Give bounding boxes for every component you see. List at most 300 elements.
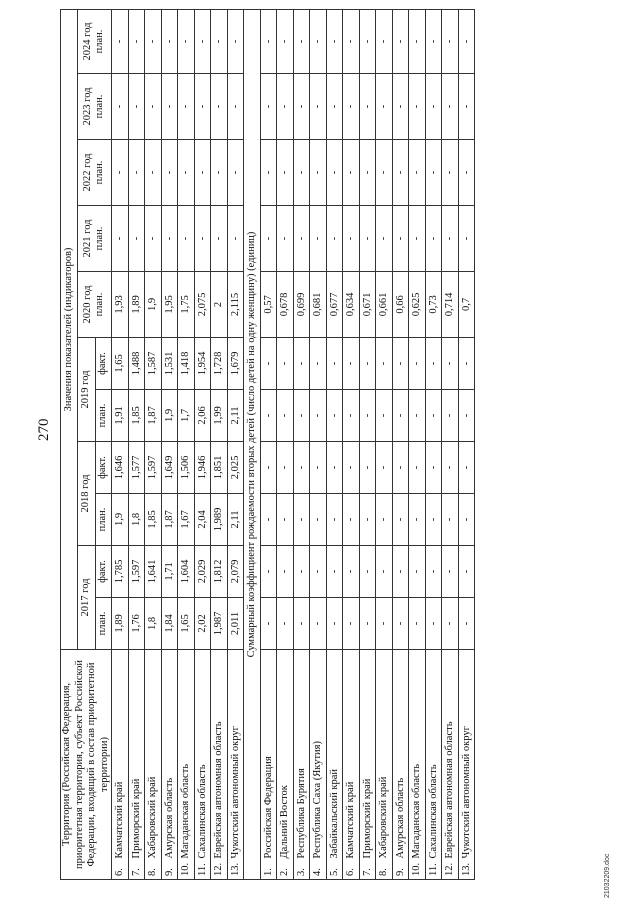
plan-2019-header: план.: [95, 389, 112, 441]
value-cell: -: [178, 205, 195, 271]
value-cell: -: [458, 337, 475, 389]
territory-name: Забайкальский край: [326, 649, 343, 861]
value-cell: -: [376, 389, 393, 441]
value-cell: 1,488: [128, 337, 145, 389]
value-cell: -: [211, 139, 228, 205]
value-cell: -: [277, 493, 294, 545]
page-number: 270: [36, 418, 52, 441]
value-cell: -: [211, 73, 228, 139]
value-cell: 1,9: [161, 389, 178, 441]
value-cell: -: [128, 139, 145, 205]
value-cell: -: [161, 9, 178, 73]
fact-2019-header: факт.: [95, 337, 112, 389]
value-cell: -: [178, 9, 195, 73]
row-index: 12.: [211, 862, 228, 880]
value-cell: 1,87: [145, 389, 162, 441]
table-row: [376, 9, 393, 879]
value-cell: 1,587: [145, 337, 162, 389]
value-cell: -: [458, 597, 475, 649]
territory-name: Хабаровский край: [145, 649, 162, 861]
fact-2018-header: факт.: [95, 441, 112, 493]
indicators-table: [60, 9, 475, 880]
territory-name: Амурская область: [161, 649, 178, 861]
value-cell: 1,95: [161, 271, 178, 337]
territory-name: Сахалинская область: [425, 649, 442, 861]
value-cell: 1,531: [161, 337, 178, 389]
value-cell: -: [409, 441, 426, 493]
territory-name: Дальний Восток: [277, 649, 294, 861]
value-cell: 1,67: [178, 493, 195, 545]
value-cell: -: [409, 545, 426, 597]
value-cell: 1,812: [211, 545, 228, 597]
value-cell: -: [425, 337, 442, 389]
value-cell: 1,604: [178, 545, 195, 597]
value-cell: -: [442, 139, 459, 205]
row-index: 5.: [326, 862, 343, 880]
value-cell: 2,075: [194, 271, 211, 337]
territory-name: Магаданская область: [409, 649, 426, 861]
year-2017-header: 2017 год: [77, 545, 95, 649]
table-row: [326, 9, 343, 879]
value-cell: -: [392, 139, 409, 205]
row-index: 6.: [343, 862, 360, 880]
value-cell: 1,646: [112, 441, 129, 493]
value-cell: -: [458, 205, 475, 271]
value-cell: -: [161, 73, 178, 139]
value-cell: -: [310, 337, 327, 389]
value-cell: -: [442, 9, 459, 73]
value-cell: -: [425, 205, 442, 271]
value-cell: -: [392, 73, 409, 139]
value-cell: 1,728: [211, 337, 228, 389]
row-index: 1.: [260, 862, 277, 880]
value-cell: 1,577: [128, 441, 145, 493]
territory-name: Республика Саха (Якутия): [310, 649, 327, 861]
territory-name: Сахалинская область: [194, 649, 211, 861]
value-cell: -: [326, 493, 343, 545]
value-cell: 1,65: [178, 597, 195, 649]
table-body-bottom: [260, 9, 475, 879]
value-cell: -: [425, 9, 442, 73]
territory-name: Еврейская автономная область: [442, 649, 459, 861]
row-index: 13.: [458, 862, 475, 880]
value-cell: 2,079: [227, 545, 244, 597]
table-row: [161, 9, 178, 879]
value-cell: -: [260, 545, 277, 597]
value-cell: 1,9: [112, 493, 129, 545]
value-cell: -: [343, 545, 360, 597]
value-cell: -: [359, 389, 376, 441]
value-cell: -: [392, 389, 409, 441]
value-cell: 1,99: [211, 389, 228, 441]
table-row: [392, 9, 409, 879]
year-2020-header: 2020 год план.: [77, 271, 112, 337]
value-cell: 1,597: [128, 545, 145, 597]
value-cell: -: [326, 205, 343, 271]
value-cell: -: [227, 205, 244, 271]
territory-name: Приморский край: [128, 649, 145, 861]
value-cell: 1,954: [194, 337, 211, 389]
territory-name: Чукотский автономный округ: [458, 649, 475, 861]
value-cell: -: [458, 139, 475, 205]
value-cell: 0,671: [359, 271, 376, 337]
value-cell: 2,115: [227, 271, 244, 337]
value-cell: -: [458, 545, 475, 597]
table-row: [178, 9, 195, 879]
value-cell: -: [359, 493, 376, 545]
value-cell: 0,681: [310, 271, 327, 337]
value-cell: -: [145, 139, 162, 205]
value-cell: 0,7: [458, 271, 475, 337]
value-cell: 1,87: [161, 493, 178, 545]
value-cell: -: [376, 545, 393, 597]
value-cell: -: [392, 205, 409, 271]
value-cell: -: [145, 205, 162, 271]
value-cell: -: [409, 9, 426, 73]
value-cell: -: [310, 389, 327, 441]
value-cell: -: [260, 73, 277, 139]
territory-name: Российская Федерация: [260, 649, 277, 861]
row-index: 3.: [293, 862, 310, 880]
value-cell: -: [343, 441, 360, 493]
value-cell: -: [178, 73, 195, 139]
value-cell: -: [293, 545, 310, 597]
plan-2018-header: план.: [95, 493, 112, 545]
value-cell: 2,04: [194, 493, 211, 545]
value-cell: 1,85: [128, 389, 145, 441]
year-2023-header: 2023 год план.: [77, 73, 112, 139]
value-cell: -: [392, 597, 409, 649]
row-index: 11.: [425, 862, 442, 880]
row-index: 4.: [310, 862, 327, 880]
value-cell: -: [409, 493, 426, 545]
table-row: [458, 9, 475, 879]
value-cell: -: [194, 73, 211, 139]
value-cell: -: [376, 139, 393, 205]
value-cell: -: [260, 337, 277, 389]
value-cell: -: [293, 441, 310, 493]
value-cell: -: [343, 597, 360, 649]
value-cell: -: [442, 389, 459, 441]
value-cell: -: [458, 9, 475, 73]
value-cell: 1,987: [211, 597, 228, 649]
value-cell: 2,11: [227, 389, 244, 441]
value-cell: -: [376, 205, 393, 271]
value-cell: -: [409, 139, 426, 205]
value-cell: -: [310, 205, 327, 271]
value-cell: -: [194, 9, 211, 73]
year-2018-header: 2018 год: [77, 441, 95, 545]
value-cell: -: [392, 337, 409, 389]
value-cell: 2,025: [227, 441, 244, 493]
value-cell: -: [260, 389, 277, 441]
value-cell: -: [293, 205, 310, 271]
value-cell: -: [260, 441, 277, 493]
value-cell: -: [425, 493, 442, 545]
table-body-top: [112, 9, 244, 879]
row-index: 10.: [409, 862, 426, 880]
value-cell: 1,679: [227, 337, 244, 389]
value-cell: 1,9: [145, 271, 162, 337]
value-cell: -: [227, 9, 244, 73]
value-cell: -: [277, 441, 294, 493]
table-row: [310, 9, 327, 879]
value-cell: -: [293, 337, 310, 389]
value-cell: -: [277, 205, 294, 271]
value-cell: 2: [211, 271, 228, 337]
value-cell: -: [277, 9, 294, 73]
value-cell: -: [458, 73, 475, 139]
value-cell: -: [376, 337, 393, 389]
value-cell: -: [293, 597, 310, 649]
row-index: 2.: [277, 862, 294, 880]
section-title: Суммарный коэффициент рождаемости вторых детей (число детей на одну женщину) (единиц): [244, 9, 261, 879]
row-index: 13.: [227, 862, 244, 880]
value-cell: -: [425, 545, 442, 597]
value-cell: -: [343, 139, 360, 205]
value-cell: -: [442, 545, 459, 597]
territory-name: Магаданская область: [178, 649, 195, 861]
value-cell: 1,85: [145, 493, 162, 545]
value-cell: 0,57: [260, 271, 277, 337]
value-cell: 1,75: [178, 271, 195, 337]
value-cell: -: [425, 139, 442, 205]
value-cell: -: [326, 597, 343, 649]
value-cell: 1,65: [112, 337, 129, 389]
row-index: 11.: [194, 862, 211, 880]
value-cell: -: [359, 337, 376, 389]
table-row: [359, 9, 376, 879]
value-cell: -: [458, 493, 475, 545]
value-cell: -: [409, 389, 426, 441]
table-row: [211, 9, 228, 879]
value-cell: -: [326, 545, 343, 597]
territory-name: Приморский край: [359, 649, 376, 861]
table-row: [409, 9, 426, 879]
value-cell: -: [326, 337, 343, 389]
value-cell: -: [326, 139, 343, 205]
value-cell: -: [442, 493, 459, 545]
territory-name: Камчатский край: [112, 649, 129, 861]
value-cell: -: [310, 597, 327, 649]
row-index: 12.: [442, 862, 459, 880]
table-row: [128, 9, 145, 879]
value-cell: -: [194, 139, 211, 205]
territory-header: Территория (Российская Федерация, приоритетная территория, субъект Российской Федерации, входящий в состав приоритетной территории): [61, 649, 112, 879]
value-cell: -: [145, 9, 162, 73]
value-cell: -: [260, 205, 277, 271]
document-code: 21032209.doc: [604, 853, 611, 898]
value-cell: -: [277, 545, 294, 597]
value-cell: 1,641: [145, 545, 162, 597]
table-row: [277, 9, 294, 879]
table-row: [227, 9, 244, 879]
fact-2017-header: факт.: [95, 545, 112, 597]
value-cell: 1,418: [178, 337, 195, 389]
value-cell: -: [425, 441, 442, 493]
value-cell: -: [392, 493, 409, 545]
value-cell: -: [442, 597, 459, 649]
table-row: [260, 9, 277, 879]
value-cell: -: [458, 389, 475, 441]
value-cell: -: [112, 205, 129, 271]
value-cell: 2,011: [227, 597, 244, 649]
value-cell: 0,634: [343, 271, 360, 337]
value-cell: -: [458, 441, 475, 493]
year-2021-header: 2021 год план.: [77, 205, 112, 271]
row-index: 6.: [112, 862, 129, 880]
value-cell: -: [310, 493, 327, 545]
value-cell: 1,89: [128, 271, 145, 337]
value-cell: -: [310, 73, 327, 139]
value-cell: -: [277, 139, 294, 205]
value-cell: -: [128, 73, 145, 139]
rotated-table-container: [60, 10, 580, 880]
row-index: 10.: [178, 862, 195, 880]
value-cell: -: [260, 9, 277, 73]
value-cell: 1,989: [211, 493, 228, 545]
value-cell: -: [293, 73, 310, 139]
value-cell: -: [409, 73, 426, 139]
value-cell: -: [376, 73, 393, 139]
value-cell: -: [376, 9, 393, 73]
value-cell: 1,597: [145, 441, 162, 493]
value-cell: -: [442, 205, 459, 271]
value-cell: -: [392, 9, 409, 73]
row-index: 8.: [376, 862, 393, 880]
value-cell: -: [128, 205, 145, 271]
territory-name: Еврейская автономная область: [211, 649, 228, 861]
territory-name: Чукотский автономный округ: [227, 649, 244, 861]
value-cell: -: [343, 73, 360, 139]
row-index: 7.: [359, 862, 376, 880]
value-cell: -: [310, 9, 327, 73]
value-cell: -: [359, 9, 376, 73]
year-2022-header: 2022 год план.: [77, 139, 112, 205]
value-cell: -: [425, 389, 442, 441]
value-cell: -: [376, 597, 393, 649]
value-cell: -: [425, 73, 442, 139]
value-cell: -: [310, 441, 327, 493]
value-cell: 1,506: [178, 441, 195, 493]
value-cell: 1,8: [145, 597, 162, 649]
plan-2017-header: план.: [95, 597, 112, 649]
value-cell: -: [326, 73, 343, 139]
value-cell: -: [409, 205, 426, 271]
value-cell: 0,625: [409, 271, 426, 337]
value-cell: -: [112, 73, 129, 139]
territory-name: Хабаровский край: [376, 649, 393, 861]
value-cell: -: [425, 597, 442, 649]
value-cell: -: [293, 493, 310, 545]
value-cell: -: [359, 545, 376, 597]
value-cell: -: [310, 139, 327, 205]
section-divider: [244, 9, 261, 879]
value-cell: -: [227, 73, 244, 139]
table-row: [145, 9, 162, 879]
value-cell: 1,946: [194, 441, 211, 493]
value-cell: -: [409, 337, 426, 389]
value-cell: 1,91: [112, 389, 129, 441]
value-cell: -: [128, 9, 145, 73]
value-cell: -: [161, 139, 178, 205]
value-cell: -: [343, 337, 360, 389]
value-cell: -: [359, 73, 376, 139]
value-cell: 1,785: [112, 545, 129, 597]
value-cell: 1,7: [178, 389, 195, 441]
value-cell: -: [343, 389, 360, 441]
row-index: 7.: [128, 862, 145, 880]
value-cell: -: [227, 139, 244, 205]
value-cell: -: [145, 73, 162, 139]
value-cell: 2,06: [194, 389, 211, 441]
year-2019-header: 2019 год: [77, 337, 95, 441]
value-cell: -: [293, 389, 310, 441]
value-cell: 0,699: [293, 271, 310, 337]
value-cell: -: [376, 493, 393, 545]
value-cell: -: [293, 139, 310, 205]
year-2024-header: 2024 год план.: [77, 9, 112, 73]
value-cell: 0,714: [442, 271, 459, 337]
value-cell: 0,677: [326, 271, 343, 337]
value-cell: -: [277, 389, 294, 441]
value-cell: -: [293, 9, 310, 73]
value-cell: 0,73: [425, 271, 442, 337]
table-row: [293, 9, 310, 879]
value-cell: -: [161, 205, 178, 271]
row-index: 9.: [161, 862, 178, 880]
value-cell: -: [343, 493, 360, 545]
value-cell: 2,029: [194, 545, 211, 597]
value-cell: 1,8: [128, 493, 145, 545]
table-row: [425, 9, 442, 879]
territory-name: Республика Бурятия: [293, 649, 310, 861]
value-cell: -: [112, 9, 129, 73]
table-row: [112, 9, 129, 879]
value-cell: 1,71: [161, 545, 178, 597]
value-cell: 1,89: [112, 597, 129, 649]
value-cell: -: [260, 493, 277, 545]
value-cell: -: [310, 545, 327, 597]
values-header: Значения показателей (индикаторов): [61, 9, 78, 649]
territory-name: Камчатский край: [343, 649, 360, 861]
table-row: [343, 9, 360, 879]
value-cell: -: [326, 441, 343, 493]
value-cell: -: [359, 205, 376, 271]
value-cell: 1,851: [211, 441, 228, 493]
row-index: 9.: [392, 862, 409, 880]
value-cell: -: [260, 139, 277, 205]
value-cell: -: [194, 205, 211, 271]
table-row: [442, 9, 459, 879]
row-index: 8.: [145, 862, 162, 880]
value-cell: -: [376, 441, 393, 493]
value-cell: 1,93: [112, 271, 129, 337]
value-cell: -: [392, 441, 409, 493]
value-cell: -: [392, 545, 409, 597]
value-cell: -: [211, 205, 228, 271]
value-cell: -: [277, 597, 294, 649]
value-cell: -: [409, 597, 426, 649]
value-cell: 0,661: [376, 271, 393, 337]
value-cell: -: [442, 337, 459, 389]
table-row: [194, 9, 211, 879]
value-cell: -: [112, 139, 129, 205]
value-cell: -: [343, 205, 360, 271]
value-cell: -: [442, 441, 459, 493]
value-cell: 1,84: [161, 597, 178, 649]
value-cell: -: [343, 9, 360, 73]
